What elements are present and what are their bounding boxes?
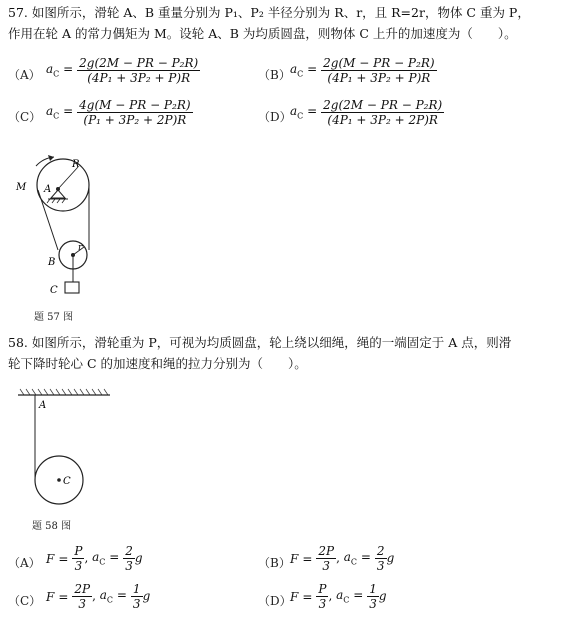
q58-option-c-label: （C） (8, 594, 42, 608)
q58-option-b-label: （B） (258, 556, 291, 570)
q57-stem-line2: 作用在轮 A 的常力偶矩为 M。设轮 A、B 为均质圆盘，则物体 C 上升的加速度为（ ）。 (8, 26, 517, 41)
q57-stem-line1: 57. 如图所示，滑轮 A、B 重量分别为 P₁、P₂ 半径分别为 R、r，且 R=2r，物体 C 重为 P， (8, 5, 530, 20)
q57-pulley-figure (8, 150, 118, 325)
q58-option-d-formula: F = $\frac{P}{3}$ , $a_C$ = $\frac{1}{3}$ g (290, 582, 387, 611)
q57-option-c-formula: $a_C$ = $\frac{\text{4g(M − PR − P₂R)}}{\text{(P₁ + 3P₂ + 2P)R}}$ (46, 98, 191, 127)
q58-option-b-formula: F = $\frac{2P}{3}$ , $a_C$ = $\frac{2}{3}$ g (290, 544, 395, 573)
label-c: C (63, 476, 71, 487)
label-c: C (50, 285, 58, 296)
q58-option-a-formula: F = $\frac{P}{3}$ , $a_C$ = $\frac{2}{3}$ g (46, 544, 143, 573)
q58-stem-line2: 轮下降时轮心 C 的加速度和绳的拉力分别为（ ）。 (8, 356, 307, 371)
pulley-center (57, 478, 61, 482)
label-b: B (48, 257, 56, 268)
q58-option-c-formula: F = $\frac{2P}{3}$ , $a_C$ = $\frac{1}{3}$ g (46, 582, 151, 611)
q57-option-b-label: （B） (258, 68, 291, 82)
q57-option-c-label: （C） (8, 110, 42, 124)
body-c-block (65, 282, 79, 293)
label-r-small: r (78, 243, 83, 253)
q57-option-b-formula: $a_C$ = $\frac{\text{2g(M − PR − P₂R)}}{\text{(4P₁ + 3P₂ + P)R}}$ (290, 56, 435, 85)
radius-r-line (58, 167, 78, 189)
q58-pulley-figure (14, 386, 124, 516)
q58-option-d-label: （D） (258, 594, 292, 608)
q57-option-d-formula: $a_C$ = $\frac{\text{2g(2M − PR − P₂R)}}{\text{(4P₁ + 3P₂ + 2P)R}}$ (290, 98, 443, 127)
label-a: A (39, 400, 47, 411)
label-r-big: R (72, 159, 80, 170)
q57-option-a-formula: $a_C$ = $\frac{\text{2g(2M − PR − P₂R)}}{\text{(4P₁ + 3P₂ + P)R}}$ (46, 56, 199, 85)
q57-option-d-label: （D） (258, 110, 292, 124)
label-m: M (16, 182, 27, 193)
q58-option-a-label: （A） (8, 556, 41, 570)
q58-figure-caption: 题 58 图 (32, 521, 72, 532)
label-a: A (44, 184, 52, 195)
pulley-a-support (51, 190, 65, 198)
q58-stem-line1: 58. 如图所示，滑轮重为 P，可视为均质圆盘，轮上绕以细绳，绳的一端固定于 A 点，则滑 (8, 335, 512, 350)
q57-option-a-label: （A） (8, 68, 41, 82)
q57-figure-caption: 题 57 图 (34, 312, 74, 323)
